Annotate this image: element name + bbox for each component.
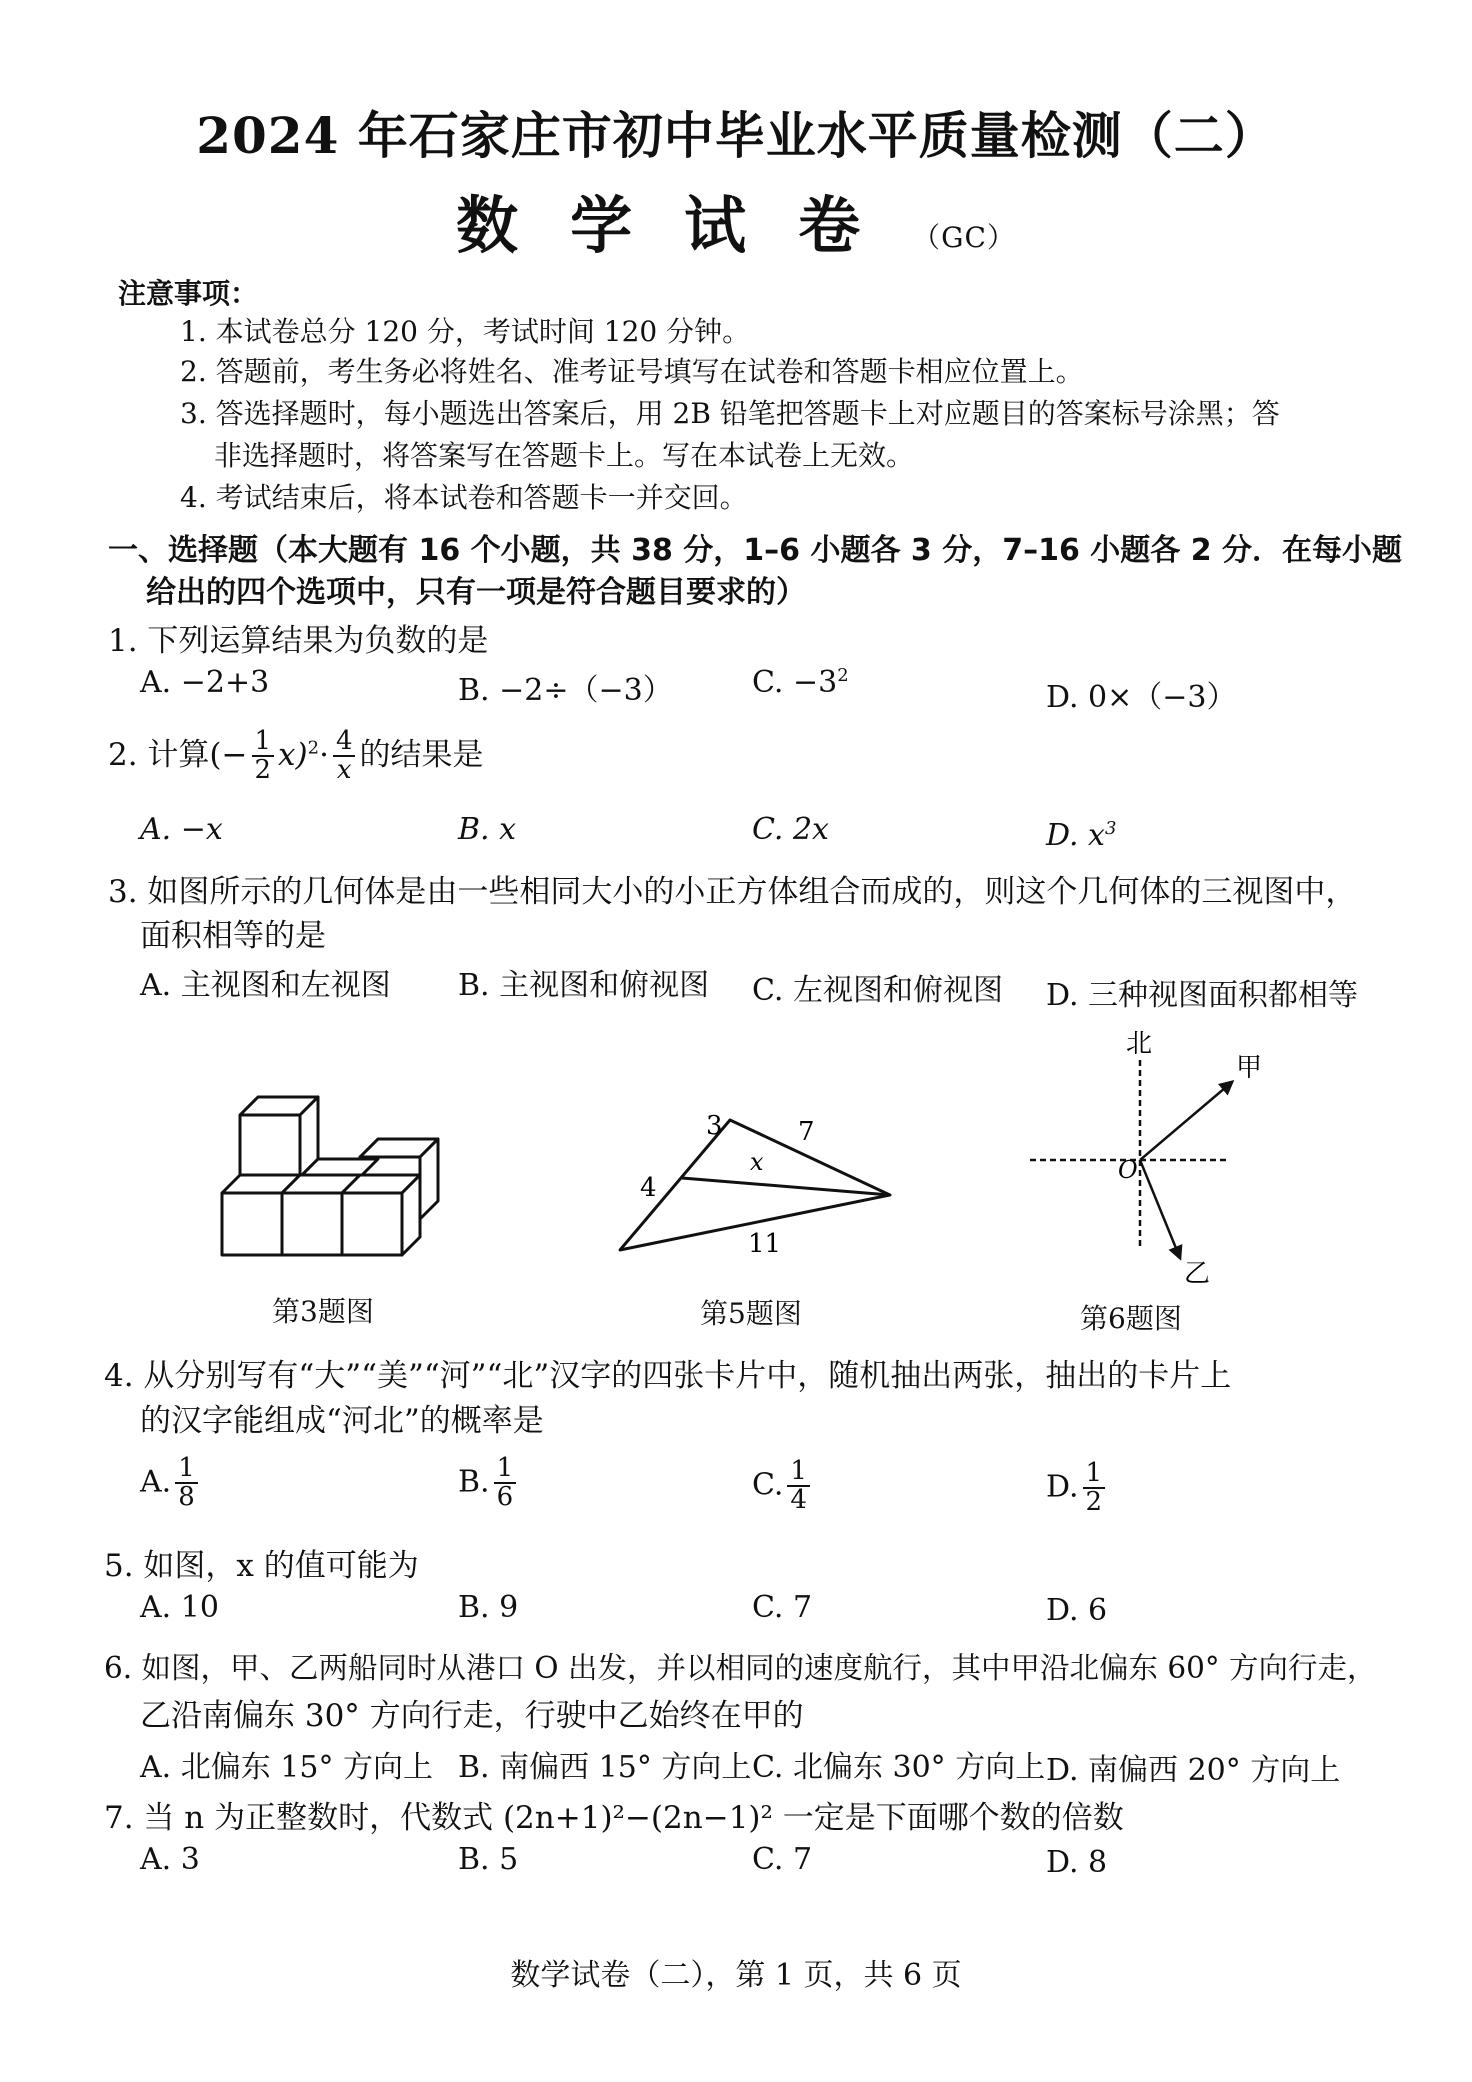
q4-option-d-label: D. bbox=[1046, 1469, 1079, 1505]
q4-option-c-fraction bbox=[787, 1458, 810, 1515]
page-footer: 数学试卷（二），第 1 页，共 6 页 bbox=[510, 1958, 962, 1993]
q4-option-d-fraction bbox=[1083, 1460, 1106, 1517]
q3-option-c: C. 左视图和俯视图 bbox=[752, 973, 1003, 1008]
q2-option-c: C. 2x bbox=[752, 812, 829, 847]
q3-stem-line2: 面积相等的是 bbox=[140, 918, 326, 954]
q2-option-b: B. x bbox=[458, 812, 517, 847]
section-heading-line1: 一、选择题（本大题有 16 个小题，共 38 分，1–6 小题各 3 分，7–16 小题各 2 分．在每小题 bbox=[108, 533, 1403, 568]
q2-option-a: A. −x bbox=[140, 812, 223, 847]
figure-6-caption: 第6题图 bbox=[1080, 1302, 1182, 1335]
figure-6-label-yi: 乙 bbox=[1184, 1259, 1211, 1289]
q1-option-b: B. −2÷（−3） bbox=[458, 673, 673, 708]
figure-5-label-4: 4 bbox=[640, 1173, 657, 1203]
q4-a-num: 1 bbox=[175, 1455, 198, 1484]
q1-option-c-exp: 2 bbox=[837, 665, 849, 686]
q4-stem-line1: 4. 从分别写有“大”“美”“河”“北”汉字的四张卡片中，随机抽出两张，抽出的卡片上 bbox=[104, 1358, 1232, 1394]
q5-option-d: D. 6 bbox=[1046, 1593, 1108, 1628]
paper-code: （GC） bbox=[912, 221, 1016, 254]
q2-fraction-4x bbox=[333, 728, 356, 785]
notes-heading: 注意事项： bbox=[118, 277, 259, 310]
q4-a-den: 8 bbox=[178, 1482, 195, 1513]
figure-5-label-x: x bbox=[750, 1148, 764, 1176]
q2-middle: x) bbox=[278, 736, 308, 773]
q5-option-c: C. 7 bbox=[752, 1590, 813, 1625]
q2-suffix: 的结果是 bbox=[359, 736, 484, 773]
note-item: 非选择题时，将答案写在答题卡上。写在本试卷上无效。 bbox=[214, 439, 915, 472]
q4-d-num: 1 bbox=[1083, 1460, 1106, 1489]
q4-option-a-label: A. bbox=[140, 1464, 172, 1500]
note-item: 1. 本试卷总分 120 分，考试时间 120 分钟。 bbox=[180, 315, 751, 348]
q5-option-b: B. 9 bbox=[458, 1590, 519, 1625]
note-item: 3. 答选择题时，每小题选出答案后，用 2B 铅笔把答题卡上对应题目的答案标号涂黑；答 bbox=[180, 397, 1280, 430]
figure-3-caption: 第3题图 bbox=[272, 1295, 374, 1328]
figure-6-label-north: 北 bbox=[1126, 1029, 1153, 1059]
q2-frac2-den: x bbox=[336, 755, 352, 786]
q4-stem-line2: 的汉字能组成“河北”的概率是 bbox=[140, 1403, 544, 1439]
q2-option-d-exp: 3 bbox=[1104, 818, 1117, 839]
q2-frac-num: 1 bbox=[252, 728, 275, 757]
figure-5-label-11: 11 bbox=[748, 1229, 782, 1259]
q4-option-b bbox=[458, 1455, 520, 1512]
section-heading-line2: 给出的四个选项中，只有一项是符合题目要求的） bbox=[146, 575, 806, 610]
note-item: 4. 考试结束后，将本试卷和答题卡一并交回。 bbox=[180, 481, 748, 514]
q6-stem-line1: 6. 如图，甲、乙两船同时从港口 O 出发，并以相同的速度航行，其中甲沿北偏东 60° 方向行走， bbox=[104, 1651, 1377, 1685]
q4-option-c-label: C. bbox=[752, 1467, 784, 1503]
q2-exp: 2 bbox=[307, 737, 320, 759]
q2-stem bbox=[108, 728, 483, 785]
exam-title: 2024 年石家庄市初中毕业水平质量检测（二） bbox=[196, 106, 1276, 165]
note-item: 2. 答题前，考生务必将姓名、准考证号填写在试卷和答题卡相应位置上。 bbox=[180, 355, 1084, 388]
q2-option-d-base: D. x bbox=[1046, 818, 1105, 853]
figure-5-triangles bbox=[610, 1110, 910, 1260]
q4-d-den: 2 bbox=[1085, 1487, 1103, 1518]
q6-stem-line2: 乙沿南偏东 30° 方向行走，行驶中乙始终在甲的 bbox=[140, 1698, 804, 1734]
q3-option-a: A. 主视图和左视图 bbox=[140, 968, 391, 1003]
q4-option-b-label: B. bbox=[458, 1464, 490, 1500]
q4-b-den: 6 bbox=[496, 1482, 514, 1513]
q7-option-a: A. 3 bbox=[140, 1842, 200, 1877]
q1-option-d: D. 0×（−3） bbox=[1046, 680, 1237, 715]
q2-option-d bbox=[1046, 818, 1116, 853]
q6-option-d: D. 南偏西 20° 方向上 bbox=[1046, 1753, 1341, 1788]
q7-stem: 7. 当 n 为正整数时，代数式 (2n+1)²−(2n−1)² 一定是下面哪个数的倍数 bbox=[104, 1800, 1124, 1836]
figure-6-label-origin: O bbox=[1118, 1156, 1138, 1184]
figure-5-caption: 第5题图 bbox=[700, 1297, 802, 1330]
q2-prefix: 2. 计算(− bbox=[108, 736, 248, 773]
subject-name: 数学试卷 bbox=[456, 189, 913, 262]
q1-option-c-base: C. −3 bbox=[752, 665, 838, 700]
subject-title bbox=[0, 176, 1472, 265]
q2-dot: · bbox=[319, 736, 329, 773]
figure-3-cubes bbox=[210, 1085, 480, 1265]
q3-option-b: B. 主视图和俯视图 bbox=[458, 968, 710, 1003]
q4-c-num: 1 bbox=[787, 1458, 810, 1487]
q1-stem: 1. 下列运算结果为负数的是 bbox=[108, 623, 489, 659]
q7-option-c: C. 7 bbox=[752, 1842, 813, 1877]
q4-c-den: 4 bbox=[790, 1485, 807, 1516]
q4-option-d bbox=[1046, 1460, 1109, 1517]
q6-option-c: C. 北偏东 30° 方向上 bbox=[752, 1750, 1046, 1785]
q2-frac2-num: 4 bbox=[333, 728, 356, 757]
figure-5-label-7: 7 bbox=[798, 1117, 815, 1147]
figure-6-label-jia: 甲 bbox=[1236, 1053, 1263, 1083]
q4-option-a-fraction bbox=[175, 1455, 198, 1512]
q7-option-d: D. 8 bbox=[1046, 1845, 1108, 1880]
figure-5-label-3: 3 bbox=[706, 1111, 723, 1141]
q4-option-b-fraction bbox=[494, 1455, 517, 1512]
figure-6-compass bbox=[1020, 1020, 1280, 1290]
q1-option-c bbox=[752, 665, 849, 700]
q1-option-a: A. −2+3 bbox=[140, 665, 270, 700]
q2-frac-den: 2 bbox=[254, 755, 272, 786]
q4-b-num: 1 bbox=[494, 1455, 517, 1484]
q4-option-c bbox=[752, 1458, 814, 1515]
q3-option-d: D. 三种视图面积都相等 bbox=[1046, 978, 1359, 1013]
q5-option-a: A. 10 bbox=[140, 1590, 219, 1625]
q7-option-b: B. 5 bbox=[458, 1842, 519, 1877]
q5-stem: 5. 如图，x 的值可能为 bbox=[104, 1548, 419, 1584]
q2-fraction-half bbox=[252, 728, 275, 785]
q6-option-b: B. 南偏西 15° 方向上 bbox=[458, 1750, 752, 1785]
q6-option-a: A. 北偏东 15° 方向上 bbox=[140, 1750, 433, 1785]
q4-option-a bbox=[140, 1455, 202, 1512]
q3-stem-line1: 3. 如图所示的几何体是由一些相同大小的小正方体组合而成的，则这个几何体的三视图中， bbox=[108, 874, 1357, 910]
